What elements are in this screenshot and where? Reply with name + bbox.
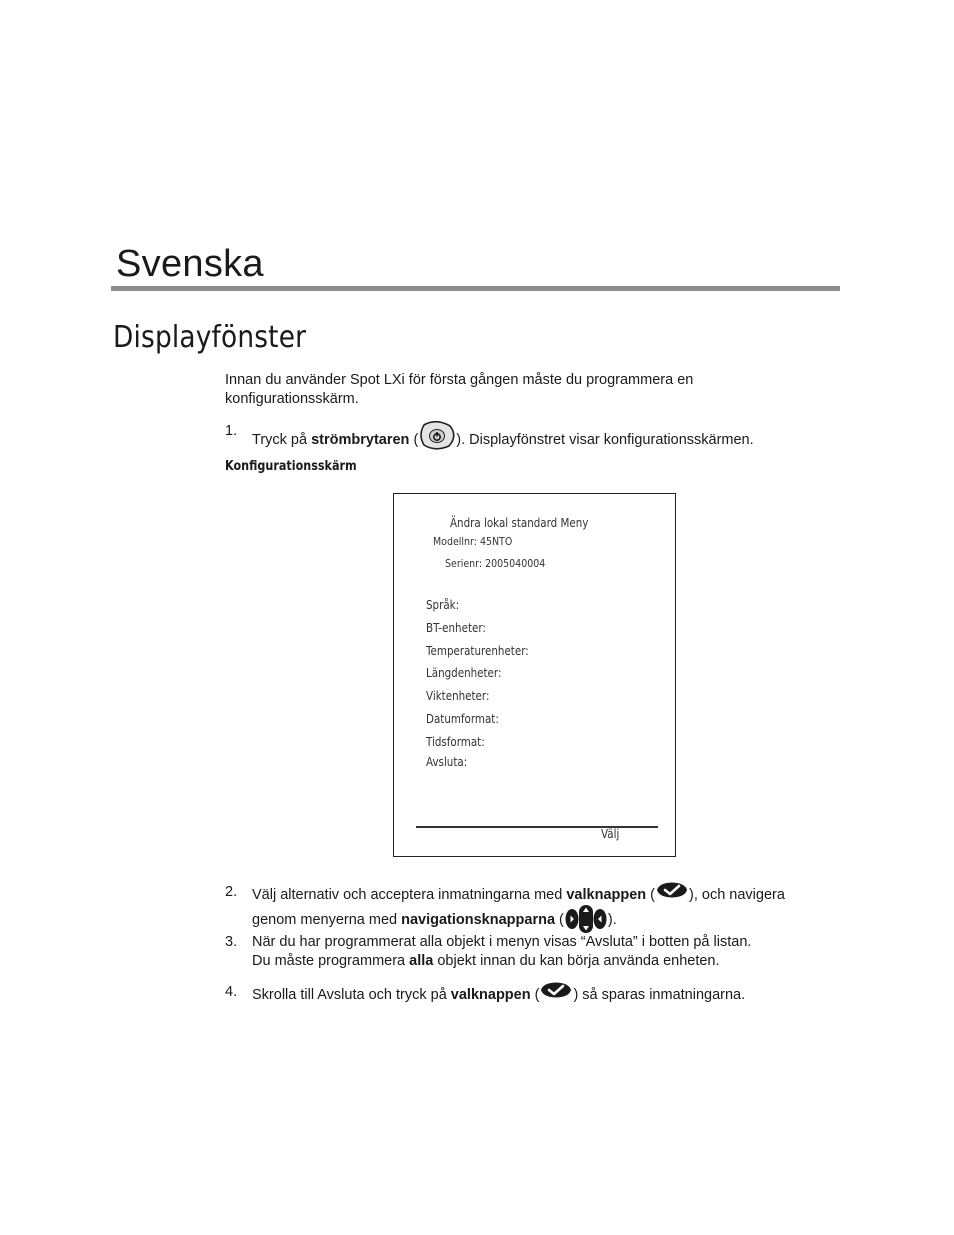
language-heading: Svenska: [116, 243, 264, 285]
heading-rule: [111, 286, 840, 291]
screen-item: Längdenheter:: [426, 666, 502, 680]
power-button-icon: [418, 420, 456, 456]
select-check-icon: [539, 981, 573, 1005]
step-3-line-1: När du har programmerat alla objekt i menyn visas “Avsluta” i botten på listan.: [252, 934, 752, 950]
step-3-line-2: Du måste programmera alla objekt innan du kan börja använda enheten.: [252, 953, 720, 969]
screen-model: Modellnr: 45NTO: [433, 535, 513, 548]
screen-heading: Konfigurationsskärm: [225, 459, 357, 474]
step-1-text: Tryck på strömbrytaren ( ). Displayfönstret visar konfigurationsskärmen.: [252, 422, 842, 458]
screen-item: Tidsformat:: [426, 735, 485, 749]
screen-item: Datumformat:: [426, 712, 499, 726]
step-2-line-1: Välj alternativ och acceptera inmatningarna med valknappen ( ), och navigera: [252, 883, 842, 907]
step-4-number: 4.: [225, 984, 238, 1000]
step-2-line-2: genom menyerna med navigationsknapparna ( ).: [252, 902, 842, 938]
screen-divider: [416, 826, 658, 828]
screen-select-label: Välj: [601, 827, 620, 841]
screen-item: BT-enheter:: [426, 621, 486, 635]
step-4-text: Skrolla till Avsluta och tryck på valknappen ( ) så sparas inmatningarna.: [252, 983, 842, 1007]
screen-item: Avsluta:: [426, 755, 468, 769]
step-2-number: 2.: [225, 884, 238, 900]
screen-serial: Serienr: 2005040004: [445, 557, 546, 570]
step-3-number: 3.: [225, 934, 238, 950]
screen-item: Temperaturenheter:: [426, 644, 529, 658]
step-1-number: 1.: [225, 423, 238, 439]
screen-item: Viktenheter:: [426, 689, 490, 703]
configuration-screen: [393, 493, 676, 857]
section-title: Displayfönster: [113, 320, 307, 355]
intro-paragraph: Innan du använder Spot LXi för första gången måste du programmera en konfigurationsskärm.: [225, 372, 694, 407]
screen-title: Ändra lokal standard Meny: [450, 516, 589, 530]
screen-item: Språk:: [426, 598, 460, 612]
